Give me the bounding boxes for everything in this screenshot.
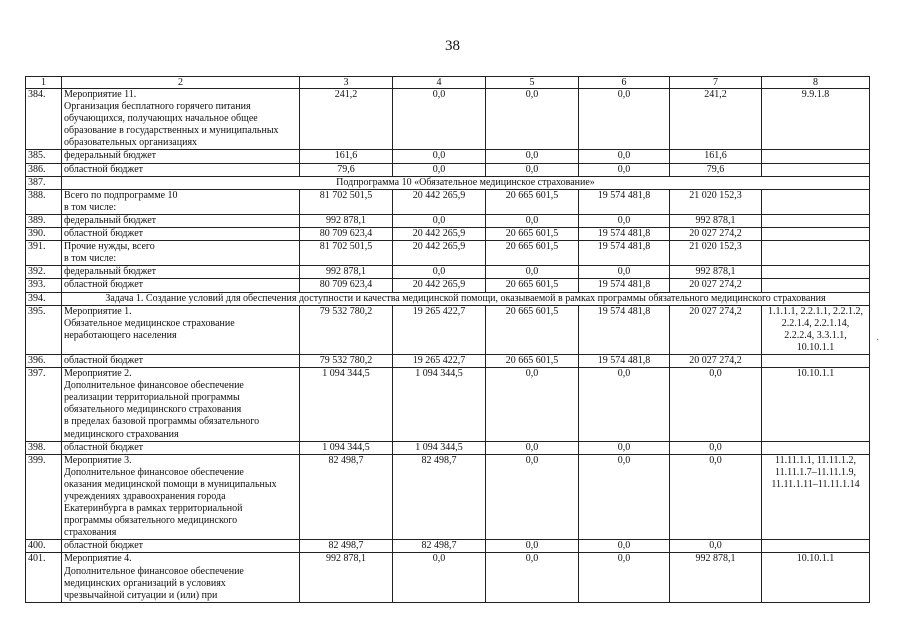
value-cell-col3: 81 702 501,5	[300, 241, 393, 266]
value-cell-col6: 0,0	[579, 540, 670, 553]
value-cell-col3: 81 702 501,5	[300, 189, 393, 214]
row-number-cell: 399.	[26, 454, 62, 540]
target-index-cell	[762, 189, 870, 214]
value-cell-col6: 19 574 481,8	[579, 241, 670, 266]
value-cell-col5: 0,0	[486, 89, 579, 150]
target-index-cell	[762, 228, 870, 241]
item-name-cell: Мероприятие 2. Дополнительное финансовое обеспечение реализации территориальной программы обязательного медицинского страхования в пределах базовой программы обязательного медицинского страхования	[62, 368, 300, 442]
target-index-cell	[762, 241, 870, 266]
section-heading-cell: Подпрограмма 10 «Обязательное медицинское страхование»	[62, 176, 870, 189]
value-cell-col6: 0,0	[579, 266, 670, 279]
row-number-cell: 389.	[26, 214, 62, 227]
table-row	[26, 176, 870, 189]
target-index-cell	[762, 266, 870, 279]
value-cell-col7: 241,2	[670, 89, 762, 150]
section-heading-cell: Задача 1. Создание условий для обеспечения доступности и качества медицинской помощи, оказываемой в рамках программы обязательного медицинского страхования	[62, 292, 870, 305]
row-number-cell: 385.	[26, 150, 62, 163]
target-index-cell	[762, 441, 870, 454]
value-cell-col5: 0,0	[486, 540, 579, 553]
value-cell-col6: 0,0	[579, 89, 670, 150]
item-name-cell: федеральный бюджет	[62, 150, 300, 163]
value-cell-col6: 0,0	[579, 150, 670, 163]
row-number-cell: 394.	[26, 292, 62, 305]
value-cell-col7: 992 878,1	[670, 553, 762, 602]
row-number-cell: 388.	[26, 189, 62, 214]
value-cell-col7: 992 878,1	[670, 266, 762, 279]
header-cell: 8	[762, 77, 870, 89]
value-cell-col3: 992 878,1	[300, 266, 393, 279]
table-row	[26, 368, 870, 442]
value-cell-col3: 80 709 623,4	[300, 228, 393, 241]
header-cell: 4	[393, 77, 486, 89]
value-cell-col5: 0,0	[486, 266, 579, 279]
target-index-cell	[762, 354, 870, 367]
row-number-cell: 395.	[26, 305, 62, 354]
value-cell-col7: 79,6	[670, 163, 762, 176]
value-cell-col6: 0,0	[579, 368, 670, 442]
target-index-cell: 10.10.1.1	[762, 368, 870, 442]
header-cell: 6	[579, 77, 670, 89]
row-number-cell: 391.	[26, 241, 62, 266]
value-cell-col5: 0,0	[486, 441, 579, 454]
table-row	[26, 279, 870, 292]
value-cell-col6: 19 574 481,8	[579, 189, 670, 214]
value-cell-col4: 82 498,7	[393, 454, 486, 540]
row-number-cell: 396.	[26, 354, 62, 367]
value-cell-col7: 20 027 274,2	[670, 228, 762, 241]
table-row	[26, 292, 870, 305]
table-row	[26, 214, 870, 227]
value-cell-col5: 20 665 601,5	[486, 354, 579, 367]
row-number-cell: 393.	[26, 279, 62, 292]
value-cell-col5: 0,0	[486, 150, 579, 163]
value-cell-col5: 20 665 601,5	[486, 305, 579, 354]
value-cell-col6: 19 574 481,8	[579, 354, 670, 367]
table-row	[26, 266, 870, 279]
item-name-cell: областной бюджет	[62, 228, 300, 241]
item-name-cell: областной бюджет	[62, 163, 300, 176]
item-name-cell: федеральный бюджет	[62, 214, 300, 227]
value-cell-col7: 20 027 274,2	[670, 279, 762, 292]
row-number-cell: 398.	[26, 441, 62, 454]
target-index-cell: 11.11.1.1, 11.11.1.2, 11.11.1.7–11.11.1.9, 11.11.1.11–11.11.1.14	[762, 454, 870, 540]
value-cell-col4: 0,0	[393, 150, 486, 163]
target-index-cell	[762, 150, 870, 163]
value-cell-col4: 20 442 265,9	[393, 228, 486, 241]
item-name-cell: Мероприятие 1. Обязательное медицинское страхование неработающего населения	[62, 305, 300, 354]
row-number-cell: 386.	[26, 163, 62, 176]
row-number-cell: 390.	[26, 228, 62, 241]
value-cell-col5: 0,0	[486, 163, 579, 176]
item-name-cell: федеральный бюджет	[62, 266, 300, 279]
value-cell-col6: 0,0	[579, 214, 670, 227]
value-cell-col7: 21 020 152,3	[670, 241, 762, 266]
target-index-cell: 9.9.1.8	[762, 89, 870, 150]
value-cell-col7: 0,0	[670, 441, 762, 454]
item-name-cell: областной бюджет	[62, 540, 300, 553]
table-row	[26, 163, 870, 176]
table-row	[26, 553, 870, 602]
value-cell-col3: 79,6	[300, 163, 393, 176]
table-row	[26, 441, 870, 454]
value-cell-col7: 992 878,1	[670, 214, 762, 227]
value-cell-col5: 20 665 601,5	[486, 241, 579, 266]
row-number-cell: 397.	[26, 368, 62, 442]
table-row	[26, 228, 870, 241]
value-cell-col7: 0,0	[670, 368, 762, 442]
row-number-cell: 387.	[26, 176, 62, 189]
value-cell-col7: 0,0	[670, 540, 762, 553]
header-cell: 2	[62, 77, 300, 89]
value-cell-col3: 82 498,7	[300, 540, 393, 553]
value-cell-col3: 992 878,1	[300, 553, 393, 602]
value-cell-col7: 161,6	[670, 150, 762, 163]
value-cell-col7: 20 027 274,2	[670, 305, 762, 354]
budget-table	[25, 76, 870, 603]
header-cell: 7	[670, 77, 762, 89]
row-number-cell: 401.	[26, 553, 62, 602]
target-index-cell	[762, 163, 870, 176]
value-cell-col6: 0,0	[579, 553, 670, 602]
header-cell: 1	[26, 77, 62, 89]
value-cell-col6: 0,0	[579, 163, 670, 176]
value-cell-col7: 0,0	[670, 454, 762, 540]
value-cell-col3: 82 498,7	[300, 454, 393, 540]
value-cell-col4: 20 442 265,9	[393, 189, 486, 214]
item-name-cell: областной бюджет	[62, 441, 300, 454]
item-name-cell: Мероприятие 11. Организация бесплатного горячего питания обучающихся, получающих начальное общее образование в государственных и муниципальных образовательных организациях	[62, 89, 300, 150]
header-cell: 3	[300, 77, 393, 89]
value-cell-col6: 19 574 481,8	[579, 279, 670, 292]
target-index-cell	[762, 279, 870, 292]
value-cell-col5: 20 665 601,5	[486, 279, 579, 292]
item-name-cell: областной бюджет	[62, 354, 300, 367]
value-cell-col3: 161,6	[300, 150, 393, 163]
row-number-cell: 384.	[26, 89, 62, 150]
target-index-cell	[762, 540, 870, 553]
value-cell-col4: 0,0	[393, 214, 486, 227]
value-cell-col5: 20 665 601,5	[486, 228, 579, 241]
value-cell-col3: 1 094 344,5	[300, 441, 393, 454]
value-cell-col3: 80 709 623,4	[300, 279, 393, 292]
row-number-cell: 400.	[26, 540, 62, 553]
table-row	[26, 354, 870, 367]
value-cell-col4: 82 498,7	[393, 540, 486, 553]
table-row	[26, 189, 870, 214]
table-row	[26, 150, 870, 163]
header-row	[26, 77, 870, 89]
value-cell-col4: 0,0	[393, 89, 486, 150]
value-cell-col4: 1 094 344,5	[393, 368, 486, 442]
value-cell-col4: 20 442 265,9	[393, 241, 486, 266]
value-cell-col6: 0,0	[579, 454, 670, 540]
value-cell-col4: 20 442 265,9	[393, 279, 486, 292]
value-cell-col7: 20 027 274,2	[670, 354, 762, 367]
table-row	[26, 89, 870, 150]
table-row	[26, 454, 870, 540]
item-name-cell: Всего по подпрограмме 10 в том числе:	[62, 189, 300, 214]
target-index-cell	[762, 214, 870, 227]
value-cell-col4: 19 265 422,7	[393, 354, 486, 367]
item-name-cell: Мероприятие 3. Дополнительное финансовое обеспечение оказания медицинской помощи в муниципальных учреждениях здравоохранения города Екатеринбурга в рамках территориальной программы обязательного медицинского страхования	[62, 454, 300, 540]
value-cell-col5: 20 665 601,5	[486, 189, 579, 214]
table-row	[26, 241, 870, 266]
header-cell: 5	[486, 77, 579, 89]
value-cell-col3: 79 532 780,2	[300, 354, 393, 367]
value-cell-col4: 0,0	[393, 163, 486, 176]
value-cell-col5: 0,0	[486, 454, 579, 540]
value-cell-col3: 241,2	[300, 89, 393, 150]
value-cell-col6: 0,0	[579, 441, 670, 454]
value-cell-col4: 19 265 422,7	[393, 305, 486, 354]
page-number: 38	[445, 38, 460, 54]
row-number-cell: 392.	[26, 266, 62, 279]
scan-speck: ·	[876, 335, 880, 346]
value-cell-col3: 79 532 780,2	[300, 305, 393, 354]
table-body	[26, 77, 870, 603]
table-row	[26, 305, 870, 354]
value-cell-col5: 0,0	[486, 214, 579, 227]
value-cell-col3: 1 094 344,5	[300, 368, 393, 442]
value-cell-col4: 1 094 344,5	[393, 441, 486, 454]
value-cell-col4: 0,0	[393, 553, 486, 602]
value-cell-col5: 0,0	[486, 368, 579, 442]
item-name-cell: Прочие нужды, всего в том числе:	[62, 241, 300, 266]
value-cell-col6: 19 574 481,8	[579, 228, 670, 241]
target-index-cell: 1.1.1.1, 2.2.1.1, 2.2.1.2, 2.2.1.4, 2.2.1.14, 2.2.2.4, 3.3.1.1, 10.10.1.1	[762, 305, 870, 354]
value-cell-col5: 0,0	[486, 553, 579, 602]
value-cell-col7: 21 020 152,3	[670, 189, 762, 214]
item-name-cell: Мероприятие 4. Дополнительное финансовое обеспечение медицинских организаций в условиях чрезвычайной ситуации и (или) при	[62, 553, 300, 602]
target-index-cell: 10.10.1.1	[762, 553, 870, 602]
value-cell-col6: 19 574 481,8	[579, 305, 670, 354]
table-row	[26, 540, 870, 553]
value-cell-col4: 0,0	[393, 266, 486, 279]
item-name-cell: областной бюджет	[62, 279, 300, 292]
value-cell-col3: 992 878,1	[300, 214, 393, 227]
